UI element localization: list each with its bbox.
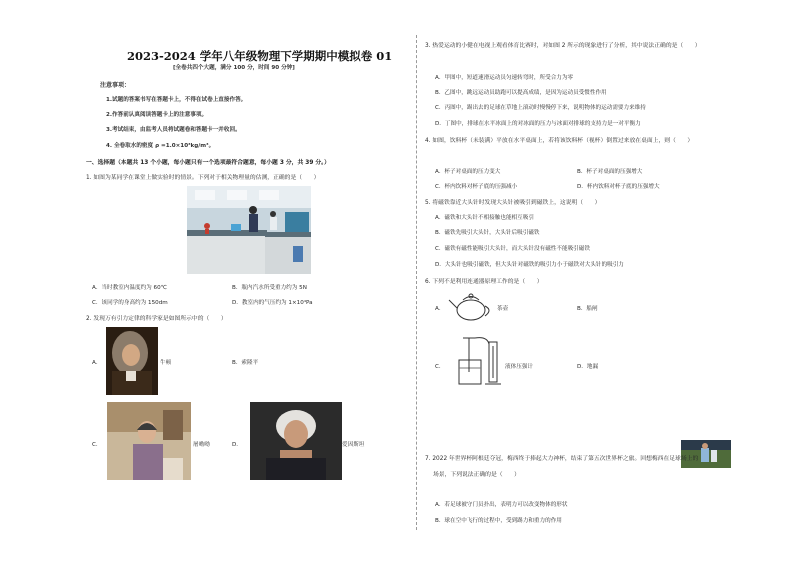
q5-option-b: B．磁铁先吸引大头针，大头针后吸引磁铁 [435,230,540,236]
q4-option-c: C．杯内饮料对杯子底的压强减小 [435,184,518,190]
q4-option-d: D．杯内饮料对杯子底的压强增大 [577,184,660,190]
q7-stem-line1: 7. 2022 年世界杯阿根廷夺冠，梅西终于捧起大力神杯，结束了第五次世界杯之旅。回想梅西在足球场上的 [425,456,699,462]
q7-option-b: B．球在空中飞行的过程中，受到踢力和重力的作用 [435,518,562,524]
q2-caption-c: 屠呦呦 [193,442,210,448]
q4-option-a: A．杯子对桌面的压力变大 [435,169,501,175]
q2-option-a: A． [92,360,102,366]
newton-portrait [106,327,158,395]
q2-caption-a: 牛顿 [160,360,172,366]
q3-option-b: B．乙图中，跳远运动员助跑可以提高成绩，是因为运动员受惯性作用 [435,90,607,96]
section-heading: 一、选择题（本题共 13 个小题，每小题只有一个选项最符合题意，每小题 3 分，共 39 分。） [86,160,330,166]
q3-option-d: D．丁图中，排球在水平冰面上的对冰面的压力与冰面对排球的支持力是一对平衡力 [435,121,641,127]
q6-option-b: B．船闸 [577,306,598,312]
pressure-gauge-figure [447,332,505,388]
q2-option-c: C． [92,442,102,448]
q6-caption-c: 液体压强计 [505,364,533,370]
notes-heading: 注意事项： [100,82,131,89]
q6-option-a: A． [435,306,445,312]
q4-option-b: B．杯子对桌面的压强增大 [577,169,643,175]
q1-stem: 1. 如图为某同学在课堂上做实验时的情景。下列对于相关物理量的估测，正确的是（ ） [86,175,320,181]
paper-title: 2023-2024 学年八年级物理下学期期中模拟卷 01 [127,49,393,63]
note-2: 2.作答前认真阅读答题卡上的注意事项。 [106,112,208,118]
q2-option-d: D． [232,442,242,448]
q3-option-a: A．甲图中，短道速滑运动员匀速转弯时，所受合力为零 [435,75,574,81]
q2-option-b: B．索隆平 [232,360,259,366]
q3-option-c: C．丙图中，踢出去的足球在草地上滚动时慢慢停下来，说明物体的运动需要力来维持 [435,105,646,111]
q1-option-a: A．当时教室内温度约为 60℃ [92,285,167,291]
q1-option-b: B．瓶内汽水所受重力约为 5N [232,285,307,291]
teapot-figure [447,290,495,324]
right-column [425,0,745,562]
einstein-photo [250,402,342,480]
column-divider [416,35,417,530]
q4-stem: 4. 如图，饮料杯（未装满）平放在水平桌面上，若将该饮料杯（视杯）倒置过来放在桌面上，则（ ） [425,138,694,144]
q1-option-c: C．该同学的身高约为 150dm [92,300,168,306]
q6-stem: 6. 下列不是利用连通器原理工作的是（ ） [425,279,543,285]
q2-stem: 2. 发现万有引力定律的科学家是如图所示中的（ ） [86,316,227,322]
note-4: 4. 全卷取水的密度 ρ =1.0×10³kg/m³。 [106,143,215,149]
q6-option-d: D．地漏 [577,364,599,370]
q5-option-d: D．大头针也吸引磁铁，但大头针对磁铁的吸引力小于磁铁对大头针的吸引力 [435,262,624,268]
q3-stem: 3. 热爱运动的小健在电视上观看体育比赛时，对如图 2 所示的现象进行了分析，其中说法正确的是（ ） [425,43,701,49]
q2-caption-d: 爱因斯坦 [342,442,365,448]
q5-stem: 5. 将磁铁靠近大头针时发现大头针被吸引到磁铁上，这说明（ ） [425,200,601,206]
paper-subtitle: [全卷共四个大题，满分 100 分，时间 90 分钟] [173,65,295,71]
q5-option-a: A．磁铁和大头针不相接触也能相互吸引 [435,215,534,221]
note-3: 3.考试结束，由监考人员将试题卷和答题卡一并收回。 [106,127,241,133]
tu-youyou-photo [107,402,191,480]
q5-option-c: C．磁铁有磁性能吸引大头针，而大头针没有磁性不能吸引磁铁 [435,246,590,252]
note-1: 1.试题的答案书写在答题卡上，不得在试卷上直接作答。 [106,97,247,103]
q7-option-a: A．若足球被守门员扑出，表明力可以改变物体的形状 [435,502,568,508]
q7-stem-line2: 场景，下列说法正确的是（ ） [433,472,520,478]
q6-option-c: C． [435,364,445,370]
q6-caption-a: 茶壶 [497,306,509,312]
q1-option-d: D．教室内的气压约为 1×10⁴Pa [232,300,313,306]
classroom-lab-photo [187,186,311,274]
left-column [80,0,400,562]
